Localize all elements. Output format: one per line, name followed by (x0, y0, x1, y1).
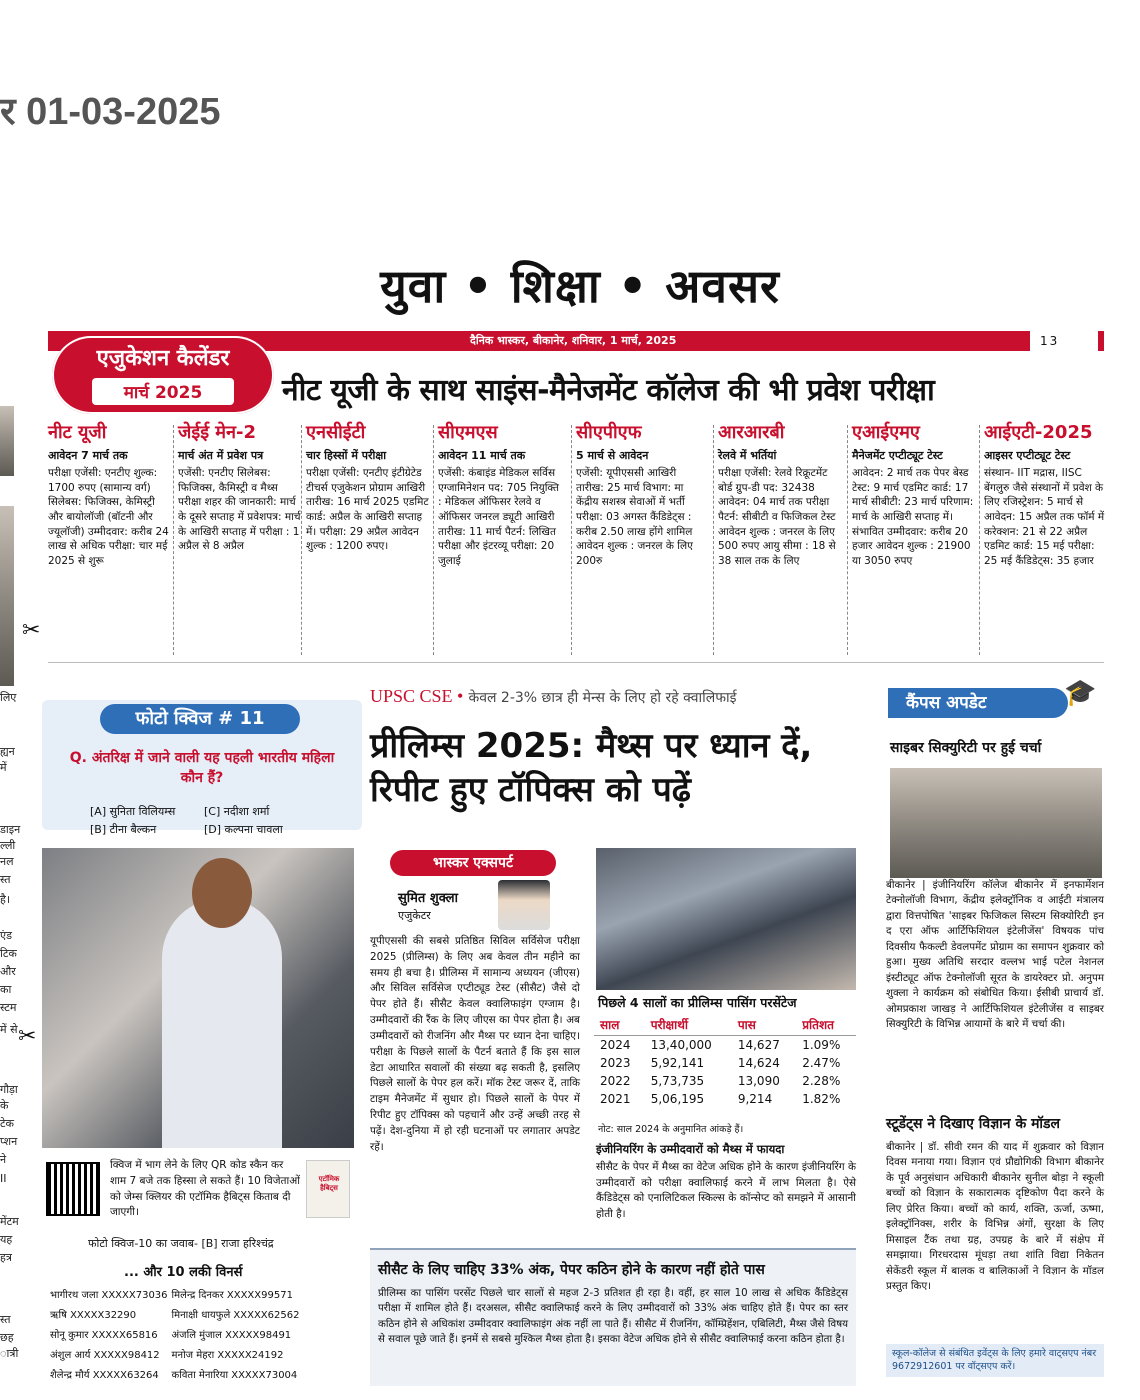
left-edge-word: के (0, 1099, 9, 1112)
csat-box-title: सीसैट के लिए चाहिए 33% अंक, पेपर कठिन होने के कारण नहीं होते पास (378, 1262, 765, 1278)
campus-story2-body: बीकानेर | डॉ. सीवी रमन की याद में शुक्रवार को विज्ञान दिवस मनाया गया। विज्ञान एवं प्रौद्योगिकी विभाग बीकानेर के पूर्व अनुसंधान अधिकारी बीकानेर सुनील बोड़ा ने स्कूली बच्चों को विज्ञान के सकारात्मक दृष्टिकोण पैदा करने के लिए प्रेरित किया। बच्चों को कार्य, शक्ति, ऊर्जा, ऊष्मा, इलेक्ट्रॉनिक्स, शरीर के विभिन्न अंगों, सुरक्षा के लिए मिसाइल टैंक तथा ग्रह, उपग्रह के बारे में संक्षेप में समझाया। गिरधरदास मूंधड़ा तथा शांति विद्या निकेतन सेकेंडरी स्कूल में बालक व बालिकाओं ने विज्ञान के मॉडल प्रस्तुत किए। (886, 1141, 1104, 1292)
left-edge-word: मेंटम (0, 1215, 19, 1228)
pass-table-cell: 5,73,735 (650, 1074, 705, 1088)
exam-name: जेईई मेन-2 (178, 422, 257, 443)
pass-table-heading: परीक्षार्थी (645, 1014, 732, 1036)
winner: ऋषि XXXXX32290 (50, 1310, 137, 1321)
exam-column (306, 420, 434, 554)
left-edge-word: में से (0, 1023, 18, 1036)
exam-details: एजेंसी: कंबाइंड मेडिकल सर्विस एग्जामिनेशन पद: 705 नियुक्ति : मेडिकल ऑफिसर रेलवे व ऑफिसर जनरल ड्यूटी आखिरी तारीख: 11 मार्च पैटर्न: लिखित परीक्षा और इंटरव्यू परीक्षा: 20 जुलाई (438, 467, 560, 568)
quiz-option: [B] टीना बैल्कन (90, 823, 157, 836)
exam-column (438, 420, 566, 569)
masthead-title: युवा • शिक्षा • अवसर (380, 259, 780, 313)
exam-name: आईएटी-2025 (984, 422, 1093, 443)
quiz-answer: फोटो क्विज-10 का जवाब- [B] राजा हरिश्चंद्र (88, 1237, 274, 1250)
campus-photo (890, 768, 1102, 878)
winner: मिलेन्द्र दिनकर XXXXX99571 (171, 1290, 293, 1301)
campus-story1-head: साइबर सिक्युरिटी पर हुई चर्चा (890, 740, 1042, 756)
pass-table-heading: प्रतिशत (796, 1014, 856, 1036)
left-edge-word: नल (0, 855, 14, 868)
exam-subhead: आवेदन 7 मार्च तक (48, 449, 128, 462)
upsc-body: यूपीएससी की सबसे प्रतिष्ठित सिविल सर्विसेज परीक्षा 2025 (प्रीलिम्स) के लिए अब केवल तीन महीने का समय ही बचा है। प्रीलिम्स में सामान्य अध्ययन (जीएस) और सिविल सर्विसेज एप्टीट्यूड टेस्ट (सीसैट) जैसे दो पेपर होते हैं। सीसैट केवल क्वालिफाइंग एग्जाम है। उम्मीदवारों की रैंक के लिए जीएस का पेपर होता है। अब उम्मीदवारों को रीजनिंग और मैथ्स पर ध्यान देना चाहिए। परीक्षा के पिछले सालों के पैटर्न बताते हैं कि इस साल डेटा आधारित सवालों की संख्या बढ़ सकती है, इसलिए पिछले सालों के पेपर हल करें। मॉक टेस्ट जरूर दें, ताकि टाइम मैनेजमेंट में सुधार हो। पिछले सालों के पेपर में रिपीट हुए टॉपिक्स को पहचानें और उन्हें अच्छी तरह से पढ़ें। देश-दुनिया में हो रही घटनाओं पर लगातार अपडेट रहें। (370, 935, 580, 1153)
exam-details: संस्थान- IIT मद्रास, IISC बेंगलुरु जैसे संस्थानों में प्रवेश के लिए रजिस्ट्रेशन: 5 मार्च से आवेदन: 15 अप्रैल तक फॉर्म में करेक्शन: 21 से 22 अप्रैल एडमिट कार्ड: 15 मई परीक्षा: 25 मई कैंडिडेट्स: 35 हजार (984, 467, 1105, 568)
expert-name: सुमित शुक्ला (398, 891, 458, 906)
calendar-badge-line2: मार्च 2025 (92, 378, 234, 405)
winner-row (50, 1344, 303, 1364)
exam-subhead: रेलवे में भर्तियां (718, 449, 777, 462)
quiz-photo (42, 848, 354, 1148)
left-edge-word: II (0, 1172, 7, 1185)
pass-table-cell: 2023 (600, 1056, 631, 1070)
header-date: र 01-03-2025 (0, 91, 221, 133)
winner: अंशुल आर्य XXXXX98412 (50, 1350, 160, 1361)
expert-avatar (498, 880, 550, 930)
campus-footer: स्कूल-कॉलेज से संबंधित इवेंट्स के लिए हमारे वाट्सएप नंबर 9672912601 पर वॉट्सएप करें। (886, 1344, 1104, 1377)
left-edge-word: ात्री (0, 1347, 19, 1360)
exam-details: आवेदन: 2 मार्च तक पेपर बेस्ड टेस्ट: 9 मार्च एडमिट कार्ड: 17 मार्च सीबीटी: 23 मार्च परिणाम: मार्च के आखिरी सप्ताह में। संभावित उम्मीदवार: करीब 20 हजार आवेदन शुल्क : 21900 या 3050 रुपए (852, 467, 974, 568)
upsc-subbody: सीसैट के पेपर में मैथ्स का वेटेज अधिक होने के कारण इंजीनियरिंग के उम्मीदवारों को परीक्षा क्वालिफाई करने में लाभ मिलता है। ऐसे कैंडिडेट्स को एनालिटिकल स्किल्स के कॉन्सेप्ट को समझने में आसानी होती है। (596, 1161, 856, 1220)
left-edge-word: प्शन (0, 1135, 18, 1148)
pass-table-cell: 2.47% (802, 1056, 841, 1070)
left-edge-word: टिक (0, 947, 17, 960)
exam-column (852, 420, 980, 569)
upsc-kicker-tag: UPSC CSE • (370, 686, 464, 706)
left-edge-word: ने (0, 1153, 7, 1166)
quiz-option: [D] कल्पना चावला (204, 823, 283, 836)
pass-table-cell: 14,624 (737, 1056, 780, 1070)
exam-details: परीक्षा एजेंसी: रेलवे रिक्रूटमेंट बोर्ड ग्रुप-डी पद: 32438 आवेदन: 04 मार्च तक परीक्षा पैटर्न: सीबीटी व फिजिकल टेस्ट आवेदन शुल्क : जनरल के लिए 500 रुपए आयु सीमा : 18 से 38 साल तक के लिए (718, 467, 836, 568)
column-divider (979, 425, 980, 655)
winners-title: ... और 10 लकी विनर्स (124, 1265, 243, 1280)
pass-table-title: पिछले 4 सालों का प्रीलिम्स पासिंग परसेंटेज (598, 995, 797, 1010)
pass-table-cell: 14,627 (737, 1038, 780, 1052)
pass-table-cell: 13,090 (737, 1074, 780, 1088)
upsc-kicker-text: केवल 2-3% छात्र ही मेन्स के लिए हो रहे क्वालिफाई (468, 690, 737, 706)
winner: शैलेन्द्र मौर्य XXXXX63264 (50, 1370, 159, 1381)
pass-table-row (594, 1090, 856, 1108)
csat-box-body: प्रीलिम्स का पासिंग परसेंट पिछले चार सालों से महज 2-3 प्रतिशत ही रहा है। वहीं, हर साल 10 लाख से अधिक कैंडिडेट्स परीक्षा में शामिल होते हैं। दरअसल, सीसैट क्वालिफाई करने के लिए उम्मीदवारों को 33% अंक चाहिए होते हैं। पेपर का स्तर कठिन होने से अधिकांश उम्मीदवार क्वालिफाइंग अंक नहीं ला पाते हैं। सीसैट में रीजनिंग, कॉम्प्रिहेंशन, एबिलिटी, मैथ्स जैसे विषय से सवाल पूछे जाते हैं। इनमें से सबसे मुश्किल मैथ्स होता है। इसका वेटेज अधिक होने से सीसैट क्वालिफाई करना कठिन होता है। (378, 1288, 848, 1345)
column-divider (571, 425, 572, 655)
exam-column (718, 420, 846, 569)
winner-row (50, 1304, 303, 1324)
left-edge-word: डाइन (0, 823, 21, 836)
quiz-option: [C] नदीशा शर्मा (204, 805, 270, 818)
photo-quiz (42, 684, 362, 1381)
pass-table-cell: 9,214 (737, 1092, 773, 1106)
exam-subhead: आवेदन 11 मार्च तक (438, 449, 526, 462)
winner: अंजलि मुंजाल XXXXX98491 (171, 1330, 292, 1341)
upsc-subhead: इंजीनियरिंग के उम्मीदवारों को मैथ्स में फायदा (596, 1142, 785, 1156)
exam-column (48, 420, 176, 569)
pass-table-cell: 2021 (600, 1092, 631, 1106)
pass-table-row (594, 1072, 856, 1090)
left-edge-word: में (0, 761, 7, 774)
exam-subhead: मार्च अंत में प्रवेश पत्र (178, 449, 264, 462)
main-headline: नीट यूजी के साथ साइंस-मैनेजमेंट कॉलेज की भी प्रवेश परीक्षा (282, 373, 935, 408)
exam-details: एजेंसी: एनटीए सिलेबस: फिजिक्स, कैमिस्ट्री व मैथ्स परीक्षा शहर की जानकारी: मार्च के दूसरे सप्ताह में प्रवेशपत्र: मार्च के आखिरी सप्ताह में परीक्षा : 1 अप्रैल से 8 अप्रैल (178, 467, 301, 553)
exam-name: आरआरबी (718, 422, 785, 443)
exam-name: एनसीईटी (306, 422, 366, 443)
exam-name: एआईएमए (852, 422, 920, 443)
winner: मिनाक्षी धायफुले XXXXX62562 (171, 1310, 300, 1321)
winner: मनोज मेहरा XXXXX24192 (171, 1350, 284, 1361)
csat-box (370, 1248, 856, 1386)
left-edge-photo (0, 406, 14, 476)
winners-table (50, 1284, 303, 1384)
left-edge-word: लिए (0, 691, 17, 704)
winner: सोनू कुमार XXXXX65816 (50, 1330, 158, 1341)
left-edge-word: और (0, 965, 16, 978)
winner-row (50, 1284, 303, 1304)
left-edge-word: यह (0, 1233, 13, 1246)
pass-table-cell: 1.82% (802, 1092, 841, 1106)
quiz-question: Q. अंतरिक्ष में जाने वाली यह पहली भारतीय महिला कौन हैं? (69, 750, 335, 787)
upsc-headline: प्रीलिम्स 2025: मैथ्स पर ध्यान दें, रिपीट हुए टॉपिक्स को पढ़ें (370, 726, 813, 811)
quiz-instructions: क्विज में भाग लेने के लिए QR कोड स्कैन कर शाम 7 बजे तक हिस्सा ले सकते हैं। 10 विजेताओं को जेम्स क्लियर की एटॉमिक हैबिट्स किताब दी जाएगी। (110, 1159, 300, 1219)
pass-table-note: नोट: साल 2024 के अनुमानित आंकड़े हैं। (598, 1124, 744, 1135)
left-edge-word: एंड (0, 929, 12, 942)
exam-subhead: मैनेजमेंट एप्टीट्यूट टेस्ट (852, 449, 943, 462)
column-divider (847, 425, 848, 655)
pass-table-heading: साल (594, 1014, 645, 1036)
quiz-photo-face (192, 858, 252, 928)
exam-column (178, 420, 306, 554)
column-divider (301, 425, 302, 655)
winner: कविता मेनारिया XXXXX73004 (171, 1370, 298, 1381)
left-edge-word: है। (0, 893, 11, 906)
expert-role: एजुकेटर (398, 909, 431, 922)
exam-column (576, 420, 704, 569)
left-edge-word: टेक (0, 1117, 14, 1130)
exam-details: एजेंसी: यूपीएससी आखिरी तारीख: 25 मार्च विभाग: मा केंद्रीय सशस्त्र सेवाओं में भर्ती परीक्षा: 03 अगस्त कैंडिडेट्स : करीब 2.50 लाख होंगे शामिल आवेदन शुल्क : जनरल के लिए 200रु (576, 467, 693, 568)
campus-story1-body: बीकानेर | इंजीनियरिंग कॉलेज बीकानेर में इनफार्मेशन टेक्नोलॉजी विभाग, केंद्रीय इलेक्ट्रॉनिक व आईटी मंत्रालय द्वारा वित्तपोषित 'साइबर फिजिकल सिस्टम सिक्योरिटी इन द एरा ऑफ आर्टिफिशियल इंटेलीजेंस' विषयक पांच दिवसीय फैकल्टी डेवलपमेंट प्रोग्राम का समापन शुक्रवार को हुआ। मुख्य अतिथि सरदार वल्लभ भाई पटेल नेशनल इंस्टीट्यूट ऑफ टेक्नोलॉजी सूरत के डायरेक्टर प्रो. अनुपम शुक्ला ने कार्यक्रम को संबोधित किया। ईसीबी प्राचार्य डॉ. ओमप्रकाश जाखड़ ने आर्टिफिशियल इंटेलीजेंस व साइबर सिक्युरिटी के विभिन्न आयामों के बारे में चर्चा की। (886, 879, 1104, 1030)
left-edge-word: ह्यन (0, 745, 15, 758)
exam-name: नीट यूजी (48, 422, 107, 443)
page-number-box (1030, 331, 1098, 351)
exam-subhead: आइसर एप्टीट्यूट टेस्ट (984, 449, 1071, 462)
scissors-icon: ✂ (18, 1024, 37, 1049)
pass-table-cell: 5,92,141 (650, 1056, 705, 1070)
left-edge-word: स्त (0, 873, 11, 886)
quiz-photo-figure (162, 898, 282, 1148)
winner-row (50, 1324, 303, 1344)
pass-table-cell: 13,40,000 (650, 1038, 712, 1052)
section-divider (48, 662, 1104, 663)
upsc-kicker (370, 686, 850, 707)
pass-table (594, 1014, 856, 1108)
campus-title: कैंपस अपडेट (888, 688, 1068, 718)
pass-table-cell: 5,06,195 (650, 1092, 705, 1106)
campus-story2-head: स्टूडेंट्स ने दिखाए विज्ञान के मॉडल (886, 1116, 1061, 1132)
quiz-book (306, 1160, 350, 1218)
pass-table-cell: 2.28% (802, 1074, 841, 1088)
exam-column (984, 420, 1112, 569)
pass-table-row (594, 1054, 856, 1072)
exam-details: परीक्षा एजेंसी: एनटीए शुल्क: 1700 रुपए (सामान्य वर्ग) सिलेबस: फिजिक्स, केमिस्ट्री और बायोलॉजी (बॉटनी और ज्यूलॉजी) उम्मीदवार: करीब 24 लाख से अधिक परीक्षा: चार मई 2025 से शुरू (48, 467, 169, 568)
scissors-icon: ✂ (22, 618, 41, 643)
quiz-book-title: एटॉमिक हैबिट्स (318, 1175, 340, 1192)
exam-name: सीएमएस (438, 422, 498, 443)
students-photo (596, 848, 856, 990)
exam-subhead: 5 मार्च से आवेदन (576, 449, 649, 462)
paper-line: दैनिक भास्कर, बीकानेर, शनिवार, 1 मार्च, 2025 (470, 334, 677, 347)
left-edge-word: का (0, 983, 12, 996)
exam-subhead: चार हिस्सों में परीक्षा (306, 449, 387, 462)
winner: भागीरथ जला XXXXX73036 (50, 1290, 168, 1301)
quiz-qr-code[interactable] (46, 1162, 100, 1216)
calendar-badge-line1: एजुकेशन कैलेंडर (96, 346, 230, 371)
left-edge-word: हत्र (0, 1251, 12, 1264)
graduation-cap-icon: 🎓 (1064, 678, 1097, 708)
left-edge-word: स्टम (0, 1001, 17, 1014)
education-calendar-badge (52, 336, 274, 414)
pass-table-row (594, 1036, 856, 1055)
column-divider (173, 425, 174, 655)
pass-table-cell: 2022 (600, 1074, 631, 1088)
winner-row (50, 1364, 303, 1384)
pass-table-heading: पास (732, 1014, 796, 1036)
quiz-option: [A] सुनिता विलियम्स (90, 805, 176, 818)
left-edge-word: ल्ली (0, 839, 16, 852)
left-edge-word: छह (0, 1331, 14, 1344)
exam-details: परीक्षा एजेंसी: एनटीए इंटीग्रेटेड टीचर्स एजुकेशन प्रोग्राम आखिरी तारीख: 16 मार्च 2025 एडमिट कार्ड: अप्रैल के आखिरी सप्ताह में। परीक्षा: 29 अप्रैल आवेदन शुल्क : 1200 रुपए। (306, 467, 429, 553)
expert-tag: भास्कर एक्सपर्ट (390, 850, 556, 876)
pass-table-header (594, 1014, 856, 1036)
column-divider (433, 425, 434, 655)
column-divider (713, 425, 714, 655)
pass-table-cell: 1.09% (802, 1038, 841, 1052)
left-edge-photo (0, 506, 14, 686)
exam-name: सीएपीएफ (576, 422, 642, 443)
pass-table-cell: 2024 (600, 1038, 631, 1052)
quiz-title: फोटो क्विज # 11 (100, 704, 300, 734)
page-number: 13 (1040, 334, 1060, 348)
left-edge-word: स्त (0, 1313, 11, 1326)
left-edge-word: गौड़ा (0, 1083, 18, 1096)
